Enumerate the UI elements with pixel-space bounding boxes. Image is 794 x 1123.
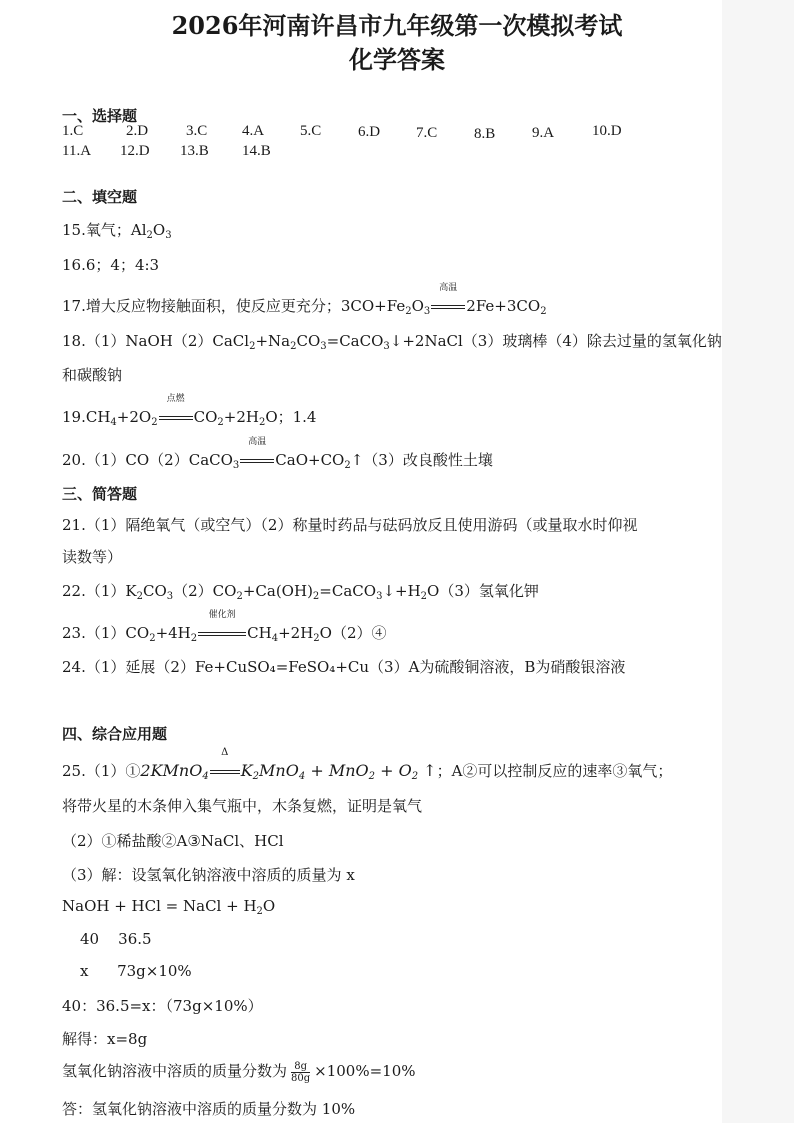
reaction-condition: 点燃 [159,408,193,426]
answer-16: 16.6；4；4:3 [62,256,160,274]
math-equation: 2KMnO$_4$ Δ $K_2MnO_4 + MnO_2 + O_2$ ↑ [140,747,437,782]
answer-18-cont: 和碳酸钠 [62,366,123,384]
answer-19: $19.CH_4+2O_2$ 点燃 $CO_2+2H_2O$；1.4 [62,394,317,428]
mc-answer: 11.A [62,143,92,159]
mc-answer: 3.C [186,123,208,139]
equation-line: NaOH + HCl = NaCl + $H_2O$ [62,897,276,917]
mc-answer: 14.B [242,143,271,159]
answer-18: $18.(1)NaOH(2)CaCl_2+Na_2CO_3=CaCO_3↓+2NaCl(3)$玻璃棒（4）除去过量的氢氧化钠 [62,332,722,352]
solution-result: 解得：x=8g [62,1030,148,1048]
answer-20: 20.（1）CO（2）CaCO$_3$ 高温 $CaO+CO_2↑(3)$改良酸性土壤 [62,437,493,471]
mc-answer: 4.A [242,123,265,139]
reaction-condition: Δ [210,761,240,780]
mc-answer: 2.D [126,123,149,139]
mass-fraction: 氢氧化钠溶液中溶质的质量分数为 $\frac{8g}{80g}$ ×100%=10% [62,1060,416,1084]
mc-answer: 13.B [180,143,209,159]
section-short: 三、简答题 [62,485,138,503]
section-choice: 一、选择题 [62,107,138,125]
mc-answer: 10.D [592,123,622,139]
answer-25: 25.（1）①2KMnO$_4$ Δ $K_2MnO_4 + MnO_2 + O_2$ ↑；A②可以控制反应的速率③氧气； [62,747,673,782]
answer-17: 17.增大反应物接触面积，使反应更充分；$3CO+Fe_2O_3$ 高温 $2Fe+3CO_2$ [62,283,547,317]
reaction-condition: 高温 [240,451,274,469]
answer-22: $22.(1)K_2CO_3(2)CO_2+Ca(OH)_2=CaCO_3↓+H_2O(3)$氢氧化钾 [62,582,539,602]
answer-21-cont: 读数等） [62,548,123,566]
mc-answer: 9.A [532,125,555,141]
reaction-condition: 高温 [431,297,465,315]
fraction: $\frac{8g}{80g}$ [291,1060,311,1084]
mc-answer: 12.D [120,143,150,159]
answer-24: 24.（1）延展（2）Fe+CuSO₄=FeSO₄+Cu（3）A为硫酸铜溶液，B为硝酸银溶液 [62,658,626,676]
answer-23: $23.(1)CO_2+4H_2$ 催化剂 $CH_4+2H_2O(2)④$ [62,610,387,644]
reaction-condition: 催化剂 [198,624,246,642]
answer-25-part2: （2）①稀盐酸②A③NaCl、HCl [62,832,284,850]
answer-25-cont: 将带火星的木条伸入集气瓶中，木条复燃，证明是氧气 [62,797,423,815]
answer-25-part3: （3）解：设氢氧化钠溶液中溶质的质量为 x [62,866,355,884]
exam-title: 2026年河南许昌市九年级第一次模拟考试 [171,11,623,40]
final-answer: 答：氢氧化钠溶液中溶质的质量分数为 10% [62,1100,356,1118]
proportion: 40：36.5=x：（73g×10%） [62,997,263,1015]
answer-21: 21.（1）隔绝氧气（或空气）（2）称量时药品与砝码放反且使用游码（或量取水时仰视 [62,516,638,534]
mc-answer: 8.B [474,126,496,142]
scan-margin [722,0,794,1123]
answer-15: 15.氧气；$Al_2O_3$ [62,221,172,241]
mass-values: x 73g×10% [80,962,192,980]
section-comprehensive: 四、综合应用题 [62,725,168,743]
mc-answer: 6.D [358,124,381,140]
mc-answer: 1.C [62,123,84,139]
section-fill: 二、填空题 [62,188,138,206]
mass-ratio: 40 36.5 [80,930,152,948]
mc-answer: 7.C [416,125,438,141]
mc-answer: 5.C [300,123,322,139]
answer-subtitle: 化学答案 [349,45,445,74]
